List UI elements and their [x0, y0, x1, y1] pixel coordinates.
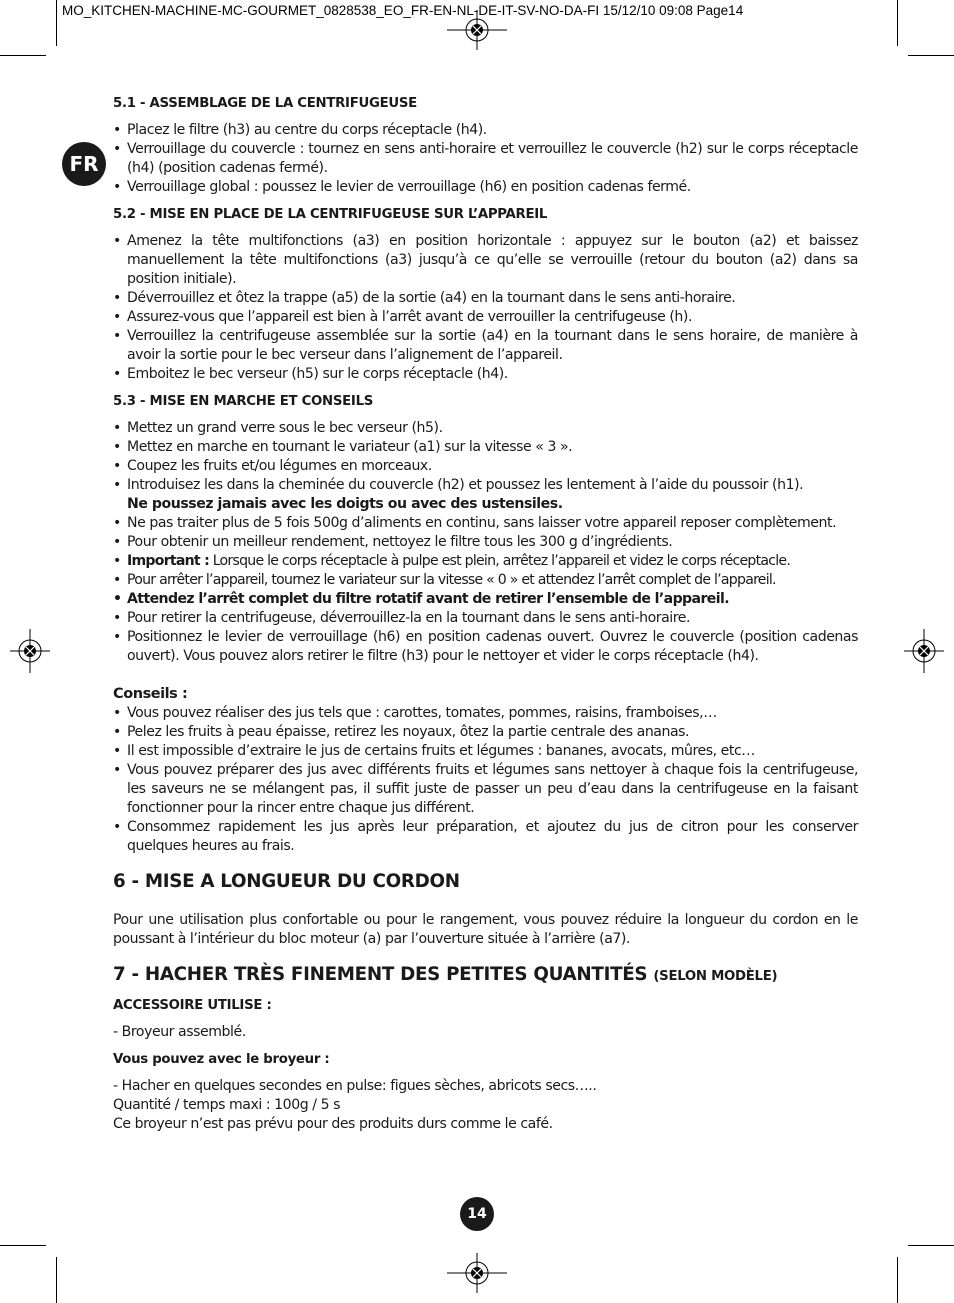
list-item: • Verrouillage global : poussez le levier de verrouillage (h6) en position cadenas fermé.: [113, 178, 858, 197]
accessory-title: ACCESSOIRE UTILISE :: [113, 998, 272, 1013]
registration-mark-icon: [447, 1253, 507, 1293]
list-item: • Ne pas traiter plus de 5 fois 500g d’aliments en continu, sans laisser votre appareil reposer complètement.: [113, 514, 858, 533]
list-item: • Placez le filtre (h3) au centre du corps réceptacle (h4).: [113, 121, 858, 140]
list-item: • Assurez-vous que l’appareil est bien à l’arrêt avant de verrouiller la centrifugeuse (h).: [113, 308, 858, 327]
tips-title: Conseils :: [113, 686, 188, 702]
list-item-text: Introduisez les dans la cheminée du couvercle (h2) et poussez les lentement à l’aide du poussoir (h1).: [127, 477, 804, 493]
usage-line: Ce broyeur n’est pas prévu pour des produits durs comme le café.: [113, 1116, 553, 1132]
section-5-2-title: 5.2 - MISE EN PLACE DE LA CENTRIFUGEUSE SUR L’APPAREIL: [113, 207, 548, 222]
list-item-text: Lorsque le corps réceptacle à pulpe est plein, arrêtez l’appareil et videz le corps réceptacle.: [212, 553, 791, 569]
list-item: [113, 552, 858, 571]
list-item: [113, 476, 858, 514]
list-item: • Attendez l’arrêt complet du filtre rotatif avant de retirer l’ensemble de l’appareil.: [113, 590, 858, 609]
list-item: • Vous pouvez réaliser des jus tels que : carottes, tomates, pommes, raisins, framboises,…: [113, 704, 858, 723]
list-item: • Verrouillage du couvercle : tournez en sens anti-horaire et verrouillez le couvercle (h2) sur le corps réceptacle (h4) (position cadenas fermé).: [113, 140, 858, 178]
list-item: • Mettez en marche en tournant le variateur (a1) sur la vitesse « 3 ».: [113, 438, 858, 457]
registration-mark-icon: [10, 629, 50, 673]
registration-mark-icon: [904, 629, 944, 673]
section-6-text: Pour une utilisation plus confortable ou pour le rangement, vous pouvez réduire la longueur du cordon en le poussant à l’intérieur du bloc moteur (a) par l’ouverture située à l’arrière (a7).: [113, 912, 858, 947]
section-5-2-list: [113, 232, 858, 384]
list-item: • Coupez les fruits et/ou légumes en morceaux.: [113, 457, 858, 476]
list-item: • Verrouillez la centrifugeuse assemblée sur la sortie (a4) en la tournant dans le sens horaire, de manière à avoir la sortie pour le bec verseur dans l’alignement de l’appareil.: [113, 327, 858, 365]
section-5-1-title: 5.1 - ASSEMBLAGE DE LA CENTRIFUGEUSE: [113, 96, 417, 111]
list-item: • Pelez les fruits à peau épaisse, retirez les noyaux, ôtez la partie centrale des ananas.: [113, 723, 858, 742]
list-item: • Déverrouillez et ôtez la trappe (a5) de la sortie (a4) en la tournant dans le sens anti-horaire.: [113, 289, 858, 308]
list-item: • Pour arrêter l’appareil, tournez le variateur sur la vitesse « 0 » et attendez l’arrêt complet de l’appareil.: [113, 571, 858, 590]
accessory-item: - Broyeur assemblé.: [113, 1024, 246, 1040]
usage-line: Quantité / temps maxi : 100g / 5 s: [113, 1097, 341, 1113]
section-7-title: [113, 963, 858, 989]
list-item: • Vous pouvez préparer des jus avec différents fruits et légumes sans nettoyer à chaque fois la centrifugeuse, les saveurs ne se mélangent pas, il suffit juste de passer un peu d’eau dans la centrifugeuse en la faisant fonctionner pour la rincer entre chaque jus différent.: [113, 761, 858, 818]
list-item: • Positionnez le levier de verrouillage (h6) en position cadenas ouvert. Ouvrez le couvercle (position cadenas ouvert). Vous pouvez alors retirer le filtre (h3) pour le nettoyer et vider le corps réceptacle (h4).: [113, 628, 858, 666]
language-badge: FR: [62, 142, 106, 186]
section-7-title-note: (SELON MODÈLE): [653, 969, 778, 984]
list-item: • Consommez rapidement les jus après leur préparation, et ajoutez du jus de citron pour les conserver quelques heures au frais.: [113, 818, 858, 856]
section-5-3-title: 5.3 - MISE EN MARCHE ET CONSEILS: [113, 394, 374, 409]
list-item: • Pour obtenir un meilleur rendement, nettoyez le filtre tous les 300 g d’ingrédients.: [113, 533, 858, 552]
print-slug: MO_KITCHEN-MACHINE-MC-GOURMET_0828538_EO_FR-EN-NL-DE-IT-SV-NO-DA-FI 15/12/10 09:08 Page14: [62, 3, 744, 18]
page-number: 14: [460, 1197, 494, 1231]
tips-list: [113, 704, 858, 856]
section-7-title-main: 7 - HACHER TRÈS FINEMENT DES PETITES QUANTITÉS: [113, 964, 648, 985]
usage-line: - Hacher en quelques secondes en pulse: figues sèches, abricots secs…..: [113, 1078, 597, 1094]
registration-mark-icon: [447, 10, 507, 50]
list-item: • Emboitez le bec verseur (h5) sur le corps réceptacle (h4).: [113, 365, 858, 384]
usage-title: Vous pouvez avec le broyeur :: [113, 1052, 330, 1067]
list-item: • Il est impossible d’extraire le jus de certains fruits et légumes : bananes, avocats, mûres, etc…: [113, 742, 858, 761]
section-5-3-list: [113, 419, 858, 666]
list-item: • Mettez un grand verre sous le bec verseur (h5).: [113, 419, 858, 438]
section-6-title: 6 - MISE A LONGUEUR DU CORDON: [113, 871, 460, 892]
list-item: • Amenez la tête multifonctions (a3) en position horizontale : appuyez sur le bouton (a2) et baissez manuellement la tête multifonctions (a3) jusqu’à ce qu’elle se verrouille (retour du bouton (a2) dans sa position initiale).: [113, 232, 858, 289]
list-item: • Pour retirer la centrifugeuse, déverrouillez-la en la tournant dans le sens anti-horaire.: [113, 609, 858, 628]
warning-text: Ne poussez jamais avec les doigts ou avec des ustensiles.: [127, 496, 563, 512]
section-5-1-list: [113, 121, 858, 197]
page-content: [113, 94, 858, 1134]
important-label: Important :: [127, 553, 209, 569]
